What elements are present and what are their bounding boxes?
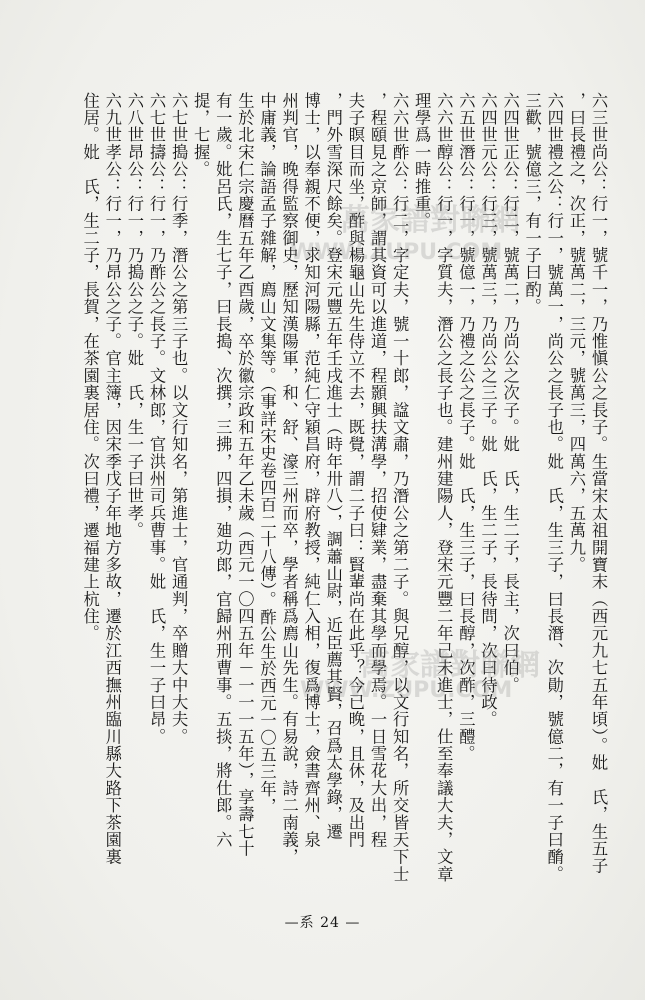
text-column: ，程頤見之京師，謂其資可以進道，程顥興扶溝學，招使肄業，盡棄其學而學焉。一日雪花大出，程 [368, 92, 387, 849]
text-column: 博士，以奉親不便，求知河陽縣，范純仁守穎昌府，辟府教授，純仁入相，復爲博士，僉書齊州、泉 [301, 92, 321, 849]
text-column: 三歡，號億三，有一子曰酌。 [522, 92, 542, 316]
text-column: 六三世尚公：行一，號千一，乃惟愼公之長子。生當宋太祖開寶末（西元九七五年頃）。妣 氏，生五子 [589, 92, 608, 875]
text-column: 六八世昂公：行一，乃搗公之子。妣 氏，生一子曰世孝。 [124, 92, 144, 539]
text-column: 六四世禮之公：行一，號萬一，尚公之長子也。妣 氏，生三子，曰長潛、次勛，號億二，有一子曰酳。 [544, 92, 564, 883]
watermark-url-top: WWW.ZUPU.COM [290, 240, 503, 265]
text-column: 六九世孝公：行一，乃昂公之子。官主簿，因宋季戊子年地方多故，遷於江西撫州臨川縣大路下茶園裏 [102, 92, 122, 866]
text-column: 提，七握。 [191, 92, 211, 178]
text-column: 六七世搗公：行季，潛公之第三子也。以文行知名，第進士，官通判，卒贈大中大夫。 [169, 92, 189, 746]
text-column: 中庸義，論語孟子雜解，廌山文集等。（事詳宋史卷四百二十八傳）。酢公生於西元一〇五三年， [257, 92, 277, 815]
text-column: 六六世醇公：行一，字質夫，潛公之長子也。建州建陽人，登宋元豐二年己未進士，仕至奉議大夫，文章 [434, 92, 454, 883]
text-column: 住居。妣 氏，生二子，長賀，在茶園裏居住。次曰禮，遷福建上杭住。 [80, 92, 100, 643]
text-column: 六七世擣公：行一，乃酢公之長子。文林郎，官洪州司兵曹事。妣 氏，生一子曰昂。 [147, 92, 166, 746]
text-column: 六四世正公：行二，號萬二，乃尚公之次子。妣 氏，生二子，長主，次曰伯。 [500, 92, 520, 694]
text-column: 六五世潛公：行一，號億一，乃禮之公之長子。妣 氏，生三子，曰長醇，次酢，三醴。 [456, 92, 476, 763]
text-column: 州判官，晚得監察御史，歷知漢陽軍，和、舒、濠三州而卒，學者稱爲廌山先生。有易說，詩二南義， [279, 92, 299, 866]
text-column: ，曰長禮之，次正，號萬二，三元，號萬三，四萬六，五萬九。 [566, 92, 586, 574]
text-column: 理學爲一時推重。 [412, 92, 432, 230]
watermark-title-bottom: 萬家譜對聯網 [360, 648, 540, 683]
page-number: —系 24 — [284, 915, 361, 931]
text-column: 六四世元公：行三，號萬三，乃尚公之三子。妣 氏，生二子，長待問，次曰待政。 [478, 92, 498, 729]
watermark-title-top: 萬家譜對聯網 [340, 203, 520, 238]
watermark-url-bottom: WWW.ZUPU.COM [300, 678, 513, 703]
text-column: 有一歲。妣呂氏，生七子，曰長搗、次撰，三拂，四損，廸功郎，官歸州刑曹事。五掞，將仕郎。六 [213, 92, 233, 849]
text-column: 夫子瞑目而坐，酢與楊龜山先生侍立不去，既覺，謂二子曰：賢輩尚在此乎？今已晚，且休，及出門 [345, 92, 365, 849]
text-column: 生於北宋仁宗慶曆五年乙酉歲，卒於徽宗政和五年乙未歲（西元一〇四五年－一一一五年），享壽七十 [235, 92, 255, 858]
text-column: 六六世酢公：行二，字定夫，號一十郎，諡文肅，乃潛公之第二子。與兄醇，以文行知名，所交皆天下士 [390, 92, 410, 883]
text-column: ，門外雪深尺餘矣。登宋元豐五年壬戌進士（時年卅八），調蕭山尉，近臣薦其賢，召爲太學錄，遷 [323, 92, 343, 841]
